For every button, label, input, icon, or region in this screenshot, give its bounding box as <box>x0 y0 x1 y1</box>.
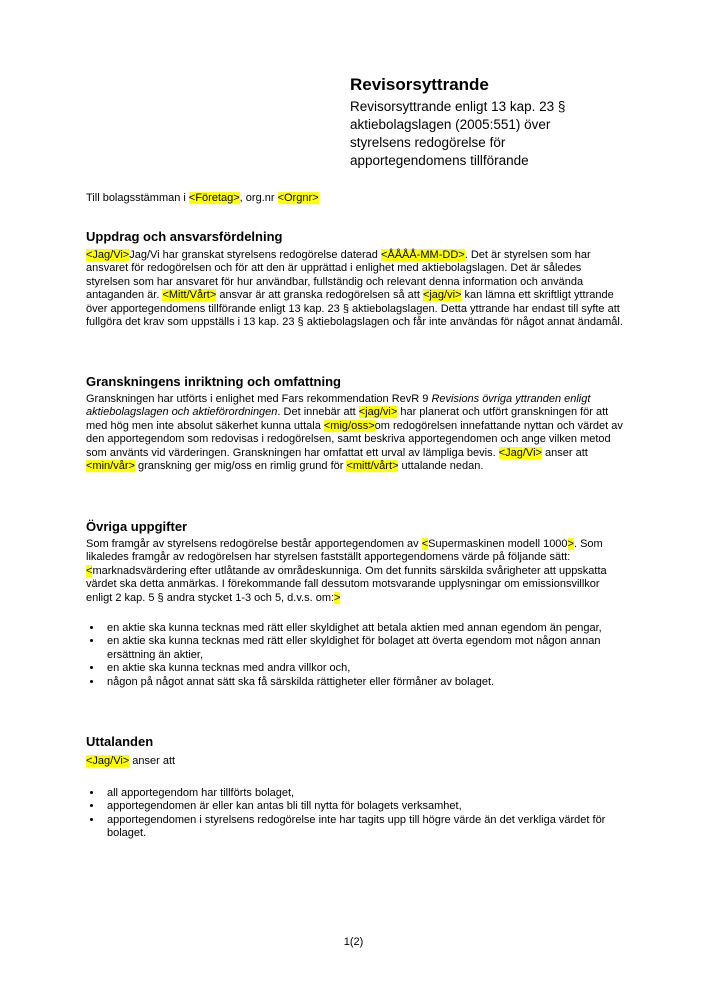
text-run: Som framgår av styrelsens redogörelse består apportegendomen av <box>86 538 422 550</box>
section-heading-uttalanden: Uttalanden <box>86 734 154 749</box>
section-heading-ovriga: Övriga uppgifter <box>86 519 188 534</box>
text-run: anser att <box>129 755 176 767</box>
list-item: • apportegendomen i styrelsens redogörelse inte har tagits upp till högre värde än det verkliga värdet för bolaget. <box>103 814 641 841</box>
text-run: har planerat och utfört granskningen för att med hög men inte absolut säkerhet kunna uttala <box>86 406 609 432</box>
text-run: granskning ger mig/oss en rimlig grund för <box>134 460 347 473</box>
placeholder-highlight: <Orgnr> <box>277 192 319 204</box>
bullet-list-uttalanden <box>86 787 641 841</box>
placeholder-highlight: <jag/vi> <box>422 289 462 302</box>
list-item: • en aktie ska kunna tecknas med andra villkor och, <box>103 662 641 675</box>
list-item: • en aktie ska kunna tecknas med rätt eller skyldighet att betala aktien med annan egendom än pengar, <box>103 622 641 635</box>
bullet-list-ovriga <box>86 622 641 689</box>
text-run: Till bolagsstämman i <box>86 192 189 204</box>
addressee-line <box>86 192 624 205</box>
placeholder-highlight: <ÅÅÅÅ-MM-DD> <box>380 249 465 261</box>
title-block <box>350 74 600 170</box>
placeholder-highlight: <jag/vi> <box>358 406 398 419</box>
italic-run: Revisions övriga yttranden enligt aktiebolagslagen och aktieförordningen <box>86 393 591 419</box>
placeholder-highlight: <Mitt/Vårt> <box>162 289 217 302</box>
text-run: Supermaskinen modell 1000 <box>428 538 568 550</box>
placeholder-highlight: <Jag/Vi> <box>498 446 542 459</box>
document-subtitle: Revisorsyttrande enligt 13 kap. 23 § aktiebolagslagen (2005:551) över styrelsens redogörelse för apportegendomens tillförande <box>350 99 566 168</box>
placeholder-highlight: <mig/oss> <box>323 419 375 432</box>
text-run: Granskningen har utförts i enlighet med Fars rekommendation RevR 9 <box>86 393 432 405</box>
section-heading-granskning: Granskningens inriktning och omfattning <box>86 374 341 389</box>
text-run: kan lämna ett skriftligt yttrande över apportegendomens tillförande enligt 13 kap. 23 § aktiebolagslagen. Detta yttrande har endast till syfte att fullgöra det krav som uppställs i 13 kap. 23 § aktiebolagslagen och får inte användas för något annat ändamål. <box>86 289 623 329</box>
placeholder-highlight: < <box>86 564 93 577</box>
text-run: . Det är styrelsen som har ansvaret för redogörelsen och för att den är upprättad i enlighet med aktiebolagslagen. Det är således styrelsen som har ansvaret för hur användbar, fullständig och relevant denna information och använda antaganden är. <box>86 249 591 302</box>
text-run: Jag/Vi har granskat styrelsens redogörelse daterad <box>129 249 381 261</box>
text-run: anser att <box>541 446 588 459</box>
lead-uttalanden <box>86 755 624 768</box>
text-run: , org.nr <box>239 192 278 204</box>
list-item: • någon på något annat sätt ska få särskilda rättigheter eller förmåner av bolaget. <box>103 676 641 689</box>
placeholder-highlight: <Jag/Vi> <box>86 249 130 261</box>
section-heading-uppdrag: Uppdrag och ansvarsfördelning <box>86 229 283 244</box>
paragraph-uppdrag <box>86 249 624 329</box>
placeholder-highlight: <Företag> <box>188 192 240 204</box>
paragraph-granskning <box>86 393 624 473</box>
text-run: . Som likaledes framgår av redogörelsen har styrelsen fastställt apportegendomens värde på följande sätt: <box>86 538 603 564</box>
paragraph-ovriga <box>86 538 624 605</box>
placeholder-highlight: <Jag/Vi> <box>86 755 130 767</box>
placeholder-highlight: > <box>567 538 574 550</box>
text-run: om redogörelsen innefattande nyttan och värdet av den apportegendom som redovisas i redogörelsen, samt beskriva apportegendomen och ange vilken metod som använts vid värderingen. Granskningen har omfattat ett urval av lämpliga bevis. <box>86 419 623 459</box>
text-run: ansvar är att granska redogörelsen så att <box>216 289 423 302</box>
list-item: • apportegendomen är eller kan antas bli till nytta för bolagets verksamhet, <box>103 800 641 813</box>
page-number: 1(2) <box>343 936 364 948</box>
placeholder-highlight: <min/vår> <box>86 460 135 473</box>
list-item: • en aktie ska kunna tecknas med rätt eller skyldighet för bolaget att överta egendom mot någon annan ersättning än aktier, <box>103 635 641 662</box>
placeholder-highlight: < <box>421 538 429 550</box>
document-title: Revisorsyttrande <box>350 75 489 94</box>
list-item: • all apportegendom har tillförts bolaget, <box>103 787 641 800</box>
text-run: marknadsvärdering efter utlåtande av områdeskunniga. Om det funnits särskilda svårigheter att uppskatta värdet ska detta anmärkas. I förekommande fall dessutom motsvarande upplysningar om emissionsvillkor enligt 2 kap. 5 § andra stycket 1-3 och 5, d.v.s. om: <box>86 564 607 604</box>
text-run: . Det innebär att <box>277 406 359 419</box>
text-run: uttalande nedan. <box>398 460 484 473</box>
placeholder-highlight: <mitt/vårt> <box>346 460 399 473</box>
placeholder-highlight: > <box>334 591 341 604</box>
